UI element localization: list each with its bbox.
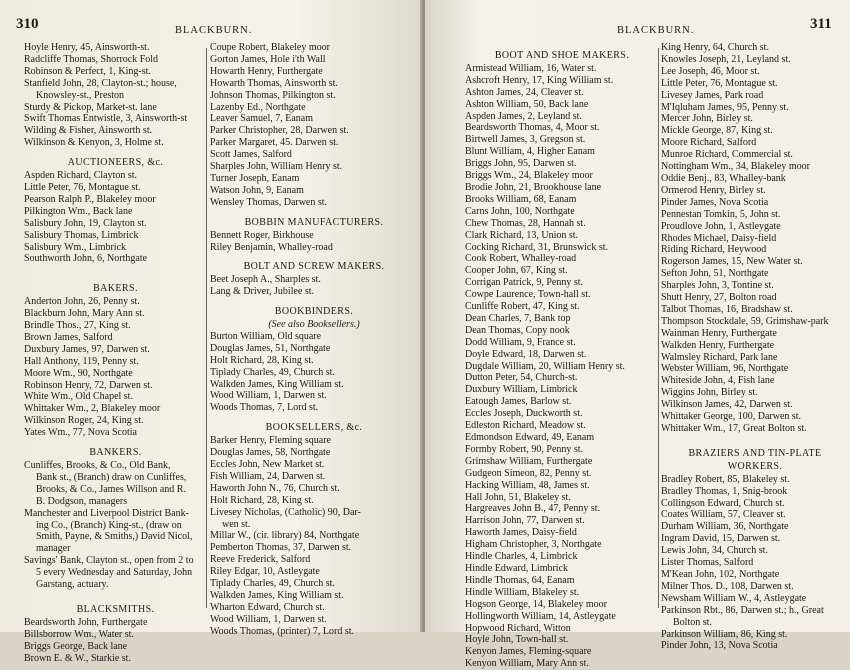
- right-column-1: [465, 42, 659, 670]
- directory-entry: Wainman Henry, Furthergate: [661, 327, 777, 339]
- directory-entry: Stanfield John, 28, Clayton-st.; house,: [24, 77, 177, 89]
- directory-entry: Clark Richard, 13, Union st.: [465, 229, 579, 241]
- directory-entry: Woods Thomas, (printer) 7, Lord st.: [210, 625, 354, 637]
- section-heading: BOLT AND SCREW MAKERS.: [243, 261, 385, 273]
- spacer: [661, 435, 849, 440]
- section-heading: WORKERS.: [727, 460, 783, 472]
- directory-entry-continuation: wen st.: [222, 518, 251, 530]
- directory-entry: Savings' Bank, Clayton st., open from 2 to: [24, 555, 194, 567]
- directory-entry: Harrison John, 77, Darwen st.: [465, 515, 585, 527]
- directory-entry: Moore Richard, Salford: [661, 137, 757, 149]
- directory-entry-continuation: Smith, Payne, & Smiths,) David Nicol,: [36, 531, 193, 543]
- directory-entry: Blunt William, 4, Higher Eanam: [465, 146, 595, 158]
- directory-entry: Douglas James, 58, Northgate: [210, 447, 331, 459]
- directory-entry: Riley Edgar, 10, Astleygate: [210, 566, 320, 578]
- directory-entry: Brodie John, 21, Brookhouse lane: [465, 181, 602, 193]
- spacer: [24, 270, 207, 275]
- directory-entry: Millar W., (cir. library) 84, Northgate: [210, 530, 360, 542]
- directory-entry: Haworth James, Daisy-field: [465, 527, 577, 539]
- directory-entry: Sturdy & Pickop, Market-st. lane: [24, 101, 157, 113]
- directory-entry: Chew Thomas, 28, Hannah st.: [465, 217, 586, 229]
- directory-entry: Beardsworth Thomas, 4, Moor st.: [465, 122, 600, 134]
- directory-entry: Grimshaw William, Furthergate: [465, 455, 593, 467]
- directory-entry: Wood William, 1, Darwen st.: [210, 390, 327, 402]
- directory-entry: Eccles Joseph, Duckworth st.: [465, 408, 583, 420]
- directory-entry: Walkden James, King William st.: [210, 589, 344, 601]
- column-divider: [206, 48, 207, 608]
- directory-entry: Pemberton Thomas, 37, Darwen st.: [210, 542, 352, 554]
- directory-entry: Oddie Benj., 83, Whalley-bank: [661, 172, 786, 184]
- directory-entry: Cunliffe Robert, 47, King st.: [465, 301, 580, 313]
- directory-entry: Burton William, Old square: [210, 330, 322, 342]
- directory-entry-continuation: Bolton st.: [673, 616, 712, 628]
- directory-entry: Duxbury William, Limbrick: [465, 384, 578, 396]
- directory-entry: Mercer John, Birley st.: [661, 113, 753, 125]
- directory-entry: Cunliffes, Brooks, & Co., Old Bank,: [24, 460, 171, 471]
- directory-entry: Walkden Henry, Furthergate: [661, 339, 775, 351]
- directory-entry: Eatough James, Barlow st.: [465, 396, 572, 408]
- directory-entry: Whittaker Wm., 2, Blakeley moor: [24, 403, 161, 415]
- directory-entry: Corrigan Patrick, 9, Penny st.: [465, 277, 584, 289]
- directory-entry: Pilkington Wm., Back lane: [24, 205, 133, 217]
- left-running-head: BLACKBURN.: [175, 25, 253, 36]
- directory-entry: Wensley Thomas, Darwen st.: [210, 196, 328, 208]
- directory-entry: Coates William, 57, Cleaver st.: [661, 509, 786, 521]
- directory-entry: Wilkinson James, 42, Darwen st.: [661, 399, 793, 411]
- directory-entry: Anderton John, 26, Penny st.: [24, 296, 140, 308]
- directory-entry: Bradley Robert, 85, Blakeley st.: [661, 473, 790, 485]
- directory-entry: Eccles John, New Market st.: [210, 459, 325, 470]
- directory-entry: Munroe Richard, Commercial st.: [661, 149, 793, 161]
- directory-entry: Watson John, 9, Eanam: [210, 184, 304, 196]
- directory-entry: Cowpe Laurence, Town-hall st.: [465, 289, 591, 301]
- directory-entry: Brindle Thos., 27, King st.: [24, 320, 131, 332]
- directory-entry: Dean Charles, 7, Bank top: [465, 312, 571, 324]
- directory-entry: Hall John, 51, Blakeley st.: [465, 491, 571, 503]
- directory-entry: Carns John, 100, Northgate: [465, 205, 575, 217]
- directory-entry: Shutt Henry, 27, Bolton road: [661, 292, 777, 304]
- directory-entry: Riley Benjamin, Whalley-road: [210, 241, 333, 253]
- section-heading: BAKERS.: [93, 283, 138, 295]
- directory-entry: Salisbury John, 19, Clayton st.: [24, 217, 147, 229]
- directory-entry: Hall Anthony, 119, Penny st.: [24, 355, 139, 367]
- directory-entry: Sefton John, 51, Northgate: [661, 268, 769, 280]
- directory-entry: Howarth Thomas, Ainsworth st.: [210, 77, 338, 89]
- section-heading: BANKERS.: [89, 447, 142, 459]
- directory-entry: Whiteside John, 4, Fish lane: [661, 375, 775, 387]
- directory-entry: Hopwood Richard, Witton: [465, 622, 571, 634]
- right-column-2: [661, 42, 849, 652]
- directory-entry: Lang & Driver, Jubilee st.: [210, 286, 315, 298]
- directory-entry: Hindle William, Blakeley st.: [465, 586, 580, 598]
- directory-entry: White Wm., Old Chapel st.: [24, 391, 133, 403]
- directory-entry: Ashcroft Henry, 17, King William st.: [465, 74, 614, 86]
- directory-entry: Wilkinson & Kenyon, 3, Holme st.: [24, 137, 164, 149]
- directory-entry: Leaver Samuel, 7, Eanam: [210, 113, 314, 125]
- directory-entry: Salisbury Wm., Limbrick: [24, 241, 127, 253]
- directory-entry: Rogerson James, 15, New Water st.: [661, 256, 803, 268]
- directory-entry: Edleston Richard, Meadow st.: [465, 420, 586, 432]
- directory-entry-continuation: Brooks, & Co., James Willson and R.: [36, 483, 186, 495]
- right-page-number: 311: [810, 16, 832, 32]
- directory-entry: Armistead William, 16, Water st.: [465, 62, 597, 74]
- directory-entry: Woods Thomas, 7, Lord st.: [210, 402, 319, 414]
- directory-entry-continuation: manager: [36, 543, 71, 555]
- directory-entry: Pinder John, 13, Nova Scotia: [661, 640, 778, 652]
- directory-entry: Barker Henry, Fleming square: [210, 435, 331, 447]
- directory-entry: Howarth Henry, Furthergate: [210, 65, 323, 77]
- directory-entry-continuation: Bank st., (Branch) draw on Cunliffes,: [36, 471, 187, 483]
- directory-entry: Hoyle John, Town-hall st.: [465, 634, 569, 646]
- section-heading: BOOKSELLERS, &c.: [265, 422, 363, 434]
- directory-entry: Parkinson Rbt., 86, Darwen st.; h., Great: [661, 604, 824, 616]
- directory-entry: Haworth John N., 76, Church st.: [210, 482, 340, 494]
- directory-entry: Lewis John, 34, Church st.: [661, 545, 768, 557]
- directory-entry: Cook Robert, Whalley-road: [465, 253, 577, 265]
- directory-entry: Walmsley Richard, Park lane: [661, 351, 778, 363]
- directory-entry: Riding Richard, Heywood: [661, 244, 767, 256]
- directory-entry: Higham Christopher, 3, Northgate: [465, 539, 602, 551]
- directory-entry: Livesey James, Park road: [661, 89, 764, 101]
- directory-entry: Doyle Edward, 18, Darwen st.: [465, 348, 587, 360]
- left-column-2: [210, 42, 418, 638]
- left-column-1: [24, 42, 207, 665]
- directory-entry: Parkinson William, 86, King st.: [661, 628, 788, 640]
- directory-entry: Hacking William, 48, James st.: [465, 479, 590, 491]
- directory-entry: Briggs John, 95, Darwen st.: [465, 158, 577, 170]
- directory-entry: Milner Thos. D., 108, Darwen st.: [661, 580, 794, 592]
- directory-entry: Robinson Henry, 72, Darwen st.: [24, 379, 153, 391]
- directory-entry: Knowles Joseph, 21, Leyland st.: [661, 53, 791, 65]
- directory-entry: Turner Joseph, Eanam: [210, 172, 300, 184]
- directory-entry: Whittaker Wm., 17, Great Bolton st.: [661, 423, 807, 434]
- directory-entry: Dodd William, 9, France st.: [465, 336, 576, 348]
- directory-entry-continuation: Garstang, actuary.: [36, 579, 109, 591]
- directory-entry: Gudgeon Simeon, 82, Penny st.: [465, 467, 592, 479]
- directory-entry: Nottingham Wm., 34, Blakeley moor: [661, 161, 810, 173]
- directory-entry: Wilding & Fisher, Ainsworth st.: [24, 125, 153, 137]
- directory-entry: Pearson Ralph P., Blakeley moor: [24, 193, 156, 205]
- directory-entry: Ashton William, 50, Back lane: [465, 98, 589, 110]
- directory-entry: Briggs Wm., 24, Blakeley moor: [465, 170, 593, 182]
- directory-entry-continuation: ing Co., (Branch) King-st., (draw on: [36, 519, 182, 531]
- directory-entry: Gorton James, Hole i'th Wall: [210, 53, 326, 65]
- directory-entry: Durham William, 36, Northgate: [661, 521, 789, 533]
- directory-entry: Cocking Richard, 31, Brunswick st.: [465, 241, 609, 253]
- directory-entry: Lee Joseph, 46, Moor st.: [661, 65, 760, 77]
- directory-entry: Talbot Thomas, 16, Bradshaw st.: [661, 303, 793, 315]
- directory-entry: Edmondson Edward, 49, Eanam: [465, 432, 595, 443]
- directory-entry: Bennett Roger, Birkhouse: [210, 229, 314, 241]
- directory-entry: Pennestan Tomkin, 5, John st.: [661, 208, 781, 220]
- directory-entry: Pinder James, Nova Scotia: [661, 196, 769, 208]
- right-page: [425, 0, 850, 670]
- directory-entry: Sharples John, 3, Tontine st.: [661, 280, 774, 292]
- directory-entry: Hindle Edward, Limbrick: [465, 562, 569, 574]
- section-heading: BOOT AND SHOE MAKERS.: [494, 50, 630, 61]
- right-running-head: BLACKBURN.: [617, 25, 695, 36]
- section-heading: BOBBIN MANUFACTURERS.: [244, 216, 384, 228]
- directory-entry: Brown E. & W., Starkie st.: [24, 652, 131, 664]
- directory-entry: Salisbury Thomas, Limbrick: [24, 229, 139, 241]
- directory-entry: Reeve Frederick, Salford: [210, 554, 311, 566]
- directory-entry: Formby Robert, 90, Penny st.: [465, 443, 584, 455]
- directory-entry: Tiplady Charles, 49, Church st.: [210, 578, 335, 590]
- section-heading: BOOKBINDERS.: [274, 306, 354, 318]
- directory-entry: Hoyle Henry, 45, Ainsworth-st.: [24, 42, 150, 53]
- directory-entry: Fish William, 24, Darwen st.: [210, 470, 326, 482]
- directory-entry: Birtwell James, 3, Gregson st.: [465, 134, 586, 146]
- directory-entry: Dutton Peter, 54, Church-st.: [465, 372, 578, 384]
- directory-entry: Blackburn John, Mary Ann st.: [24, 308, 145, 320]
- directory-entry: Walkden James, King William st.: [210, 378, 344, 390]
- directory-entry: Radcliffe Thomas, Shorrock Fold: [24, 53, 159, 65]
- section-heading: BLACKSMITHS.: [76, 603, 155, 615]
- directory-entry: Hindle Charles, 4, Limbrick: [465, 551, 578, 563]
- directory-entry: Holt Richard, 28, King st.: [210, 354, 314, 366]
- spacer: [24, 591, 207, 596]
- column-divider: [658, 48, 659, 608]
- directory-entry: Johnson Thomas, Pilkington st.: [210, 89, 336, 101]
- directory-entry: Beardsworth John, Furthergate: [24, 616, 148, 628]
- directory-entry: M'Kean John, 102, Northgate: [661, 568, 780, 580]
- left-page: [0, 0, 423, 664]
- directory-entry: Brooks William, 68, Eanam: [465, 193, 577, 205]
- directory-entry: Lister Thomas, Salford: [661, 557, 754, 569]
- directory-entry: Hindle Thomas, 64, Eanam: [465, 574, 575, 586]
- directory-entry: Parker Christopher, 28, Darwen st.: [210, 125, 349, 137]
- directory-entry: Hargreaves John B., 47, Penny st.: [465, 503, 601, 515]
- directory-entry: Scott James, Salford: [210, 149, 292, 161]
- directory-entry: Little Peter, 76, Montague st.: [661, 77, 778, 89]
- directory-entry: Brown James, Salford: [24, 331, 113, 343]
- directory-entry: Wilkinson Roger, 24, King st.: [24, 415, 144, 427]
- directory-entry: Aspden James, 2, Leyland st.: [465, 110, 582, 122]
- directory-entry: Ingram David, 15, Darwen st.: [661, 533, 781, 545]
- directory-entry: Hollingworth William, 14, Astleygate: [465, 610, 616, 622]
- directory-entry-continuation: Knowsley-st., Preston: [36, 89, 125, 101]
- directory-entry: Billsborrow Wm., Water st.: [24, 628, 134, 640]
- directory-entry: Tiplady Charles, 49, Church st.: [210, 366, 335, 378]
- directory-entry: Duxbury James, 97, Darwen st.: [24, 343, 150, 355]
- directory-entry: Livesey Nicholas, (Catholic) 90, Dar-: [210, 506, 361, 518]
- section-heading: AUCTIONEERS, &c.: [67, 157, 164, 169]
- directory-entry: Wood William, 1, Darwen st.: [210, 613, 327, 625]
- directory-entry: Moore Wm., 90, Northgate: [24, 367, 133, 379]
- section-heading: BRAZIERS AND TIN-PLATE: [688, 447, 822, 459]
- directory-entry: Wharton Edward, Church st.: [210, 601, 325, 613]
- directory-entry: Lazenby Ed., Northgate: [210, 101, 306, 113]
- directory-entry: Coupe Robert, Blakeley moor: [210, 42, 330, 53]
- directory-entry: Thompson Stockdale, 59, Grimshaw-park: [661, 315, 829, 327]
- directory-entry: Whittaker George, 100, Darwen st.: [661, 411, 802, 423]
- directory-entry: Kenyon James, Fleming-square: [465, 646, 592, 658]
- directory-entry: Manchester and Liverpool District Bank-: [24, 507, 189, 519]
- directory-entry: Swift Thomas Entwistle, 3, Ainsworth-st: [24, 113, 188, 125]
- left-page-number: 310: [16, 16, 39, 32]
- directory-entry: Proudlove John, 1, Astleygate: [661, 220, 781, 232]
- directory-entry: Aspden Richard, Clayton st.: [24, 170, 138, 182]
- directory-entry: Dean Thomas, Copy nook: [465, 324, 570, 336]
- directory-entry: Collingson Edward, Church st.: [661, 497, 785, 509]
- directory-entry: Dugdale William, 20, William Henry st.: [465, 360, 625, 372]
- directory-entry: Ormerod Henry, Birley st.: [661, 184, 766, 196]
- directory-entry-continuation: 5 every Wednesday and Saturday, John: [36, 567, 193, 579]
- directory-entry: Southworth John, 6, Northgate: [24, 253, 148, 265]
- directory-entry: Wiggins John, Birley st.: [661, 387, 758, 399]
- directory-entry-continuation: B. Dodgson, managers: [36, 495, 128, 507]
- directory-entry: Beet Joseph A., Sharples st.: [210, 274, 321, 286]
- directory-entry: Mickle George, 87, King st.: [661, 125, 773, 137]
- directory-entry: Parker Margaret, 45. Darwen st.: [210, 137, 339, 149]
- directory-entry: Little Peter, 76, Montague st.: [24, 181, 141, 193]
- directory-entry: Newsham William W., 4, Astleygate: [661, 592, 807, 604]
- directory-entry: M'Iqluham James, 95, Penny st.: [661, 101, 789, 113]
- directory-entry: Yates Wm., 77, Nova Scotia: [24, 427, 137, 439]
- directory-entry: Sharples John, William Henry st.: [210, 161, 343, 173]
- directory-entry: Cooper John, 67, King st.: [465, 265, 568, 277]
- directory-entry: Holt Richard, 28, King st.: [210, 494, 314, 506]
- directory-entry: Rhodes Michael, Daisy-field: [661, 232, 777, 244]
- directory-entry: King Henry, 64, Church st.: [661, 42, 769, 53]
- directory-entry: Bradley Thomas, 1, Snig-brook: [661, 485, 788, 497]
- directory-entry: Kenyon William, Mary Ann st.: [465, 658, 589, 670]
- directory-entry: Ashton James, 24, Cleaver st.: [465, 86, 584, 98]
- directory-entry: Briggs George, Back lane: [24, 640, 128, 652]
- directory-entry: Hogson George, 14, Blakeley moor: [465, 598, 608, 610]
- directory-entry: Douglas James, 51, Northgate: [210, 342, 331, 354]
- cross-reference-note: (See also Booksellers.): [268, 319, 360, 331]
- directory-entry: Webster William, 96, Northgate: [661, 363, 789, 375]
- directory-entry: Robinson & Perfect, 1, King-st.: [24, 65, 151, 77]
